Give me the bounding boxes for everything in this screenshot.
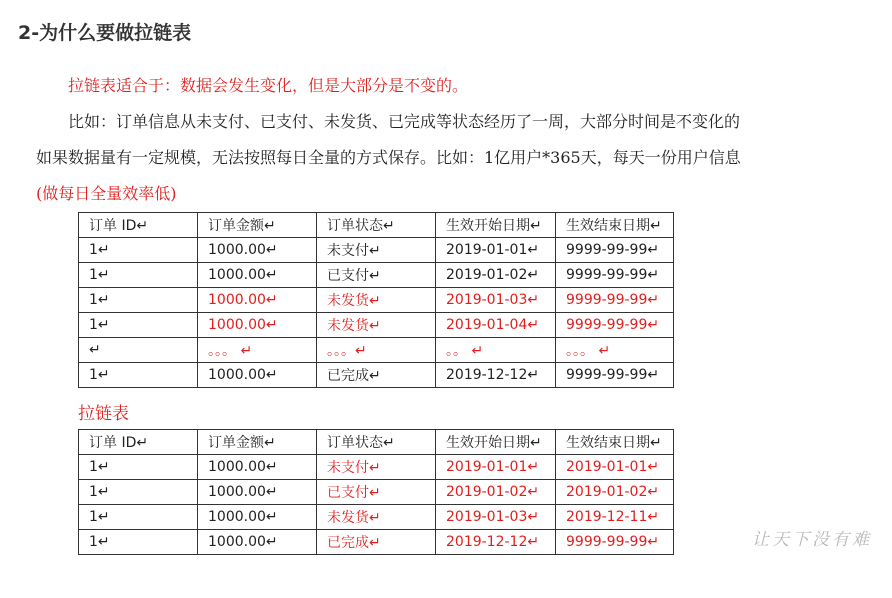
zipper-table bbox=[78, 429, 674, 555]
header-end-date: 生效结束日期↵ bbox=[556, 430, 674, 455]
intro-paragraph: 拉链表适合于：数据会发生变化，但是大部分是不变的。 bbox=[68, 76, 469, 95]
table-cell: 1↵ bbox=[79, 263, 198, 288]
table-cell: 1↵ bbox=[79, 455, 198, 480]
table-cell: 1000.00↵ bbox=[198, 480, 317, 505]
table-cell: 1000.00↵ bbox=[198, 530, 317, 555]
table-cell: 已完成↵ bbox=[317, 363, 436, 388]
header-order-status: 订单状态↵ bbox=[317, 430, 436, 455]
table-cell: 未支付↵ bbox=[317, 238, 436, 263]
table-row bbox=[79, 313, 674, 338]
table-cell: 1↵ bbox=[79, 530, 198, 555]
table-cell: 2019-01-01↵ bbox=[436, 455, 556, 480]
table-cell: 未支付↵ bbox=[317, 455, 436, 480]
table-cell: 2019-01-01↵ bbox=[556, 455, 674, 480]
table-header-row bbox=[79, 430, 674, 455]
watermark: 让天下没有难 bbox=[752, 530, 872, 550]
table-cell: 9999-99-99↵ bbox=[556, 238, 674, 263]
table-row bbox=[79, 455, 674, 480]
table-cell: 1↵ bbox=[79, 288, 198, 313]
header-order-id: 订单 ID↵ bbox=[79, 213, 198, 238]
table-cell: 。。 ↵ bbox=[436, 338, 556, 363]
table-cell: 9999-99-99↵ bbox=[556, 263, 674, 288]
header-order-amount: 订单金额↵ bbox=[198, 213, 317, 238]
table-cell: 已支付↵ bbox=[317, 480, 436, 505]
table-row bbox=[79, 263, 674, 288]
table-cell: 2019-01-04↵ bbox=[436, 313, 556, 338]
table-cell: 1000.00↵ bbox=[198, 263, 317, 288]
table-cell: 。。。 ↵ bbox=[556, 338, 674, 363]
header-order-status: 订单状态↵ bbox=[317, 213, 436, 238]
table-cell: 未发货↵ bbox=[317, 313, 436, 338]
table-cell: 2019-01-01↵ bbox=[436, 238, 556, 263]
table-cell: 已完成↵ bbox=[317, 530, 436, 555]
table-cell: 2019-01-02↵ bbox=[436, 263, 556, 288]
table-cell: 9999-99-99↵ bbox=[556, 530, 674, 555]
table-row bbox=[79, 363, 674, 388]
efficiency-note: (做每日全量效率低) bbox=[36, 184, 177, 203]
table-cell: 1↵ bbox=[79, 313, 198, 338]
table-cell: 。。。↵ bbox=[317, 338, 436, 363]
example-paragraph: 比如：订单信息从未支付、已支付、未发货、已完成等状态经历了一周，大部分时间是不变化的 bbox=[68, 112, 741, 131]
table-cell: 2019-12-12↵ bbox=[436, 530, 556, 555]
table-cell: 2019-12-11↵ bbox=[556, 505, 674, 530]
table-row bbox=[79, 238, 674, 263]
table-row bbox=[79, 505, 674, 530]
table-cell: 1000.00↵ bbox=[198, 238, 317, 263]
table-cell: 9999-99-99↵ bbox=[556, 288, 674, 313]
header-order-id: 订单 ID↵ bbox=[79, 430, 198, 455]
header-end-date: 生效结束日期↵ bbox=[556, 213, 674, 238]
zipper-table-caption: 拉链表 bbox=[78, 404, 129, 424]
table-cell: 9999-99-99↵ bbox=[556, 363, 674, 388]
table-cell: 1000.00↵ bbox=[198, 313, 317, 338]
table-cell: 1↵ bbox=[79, 505, 198, 530]
table-cell: 1000.00↵ bbox=[198, 288, 317, 313]
table-header-row bbox=[79, 213, 674, 238]
table-cell: 9999-99-99↵ bbox=[556, 313, 674, 338]
table-row bbox=[79, 338, 674, 363]
full-snapshot-table bbox=[78, 212, 674, 388]
table-cell: 已支付↵ bbox=[317, 263, 436, 288]
table-row bbox=[79, 530, 674, 555]
table-cell: 未发货↵ bbox=[317, 288, 436, 313]
header-order-amount: 订单金额↵ bbox=[198, 430, 317, 455]
table-cell: 2019-01-02↵ bbox=[556, 480, 674, 505]
header-start-date: 生效开始日期↵ bbox=[436, 430, 556, 455]
table-cell: ↵ bbox=[79, 338, 198, 363]
table-cell: 1↵ bbox=[79, 480, 198, 505]
section-heading: 2-为什么要做拉链表 bbox=[18, 22, 192, 44]
table-cell: 。。。 ↵ bbox=[198, 338, 317, 363]
table-cell: 2019-12-12↵ bbox=[436, 363, 556, 388]
table-cell: 1000.00↵ bbox=[198, 505, 317, 530]
table-cell: 2019-01-03↵ bbox=[436, 505, 556, 530]
table-cell: 1000.00↵ bbox=[198, 363, 317, 388]
table-row bbox=[79, 288, 674, 313]
table-cell: 1↵ bbox=[79, 238, 198, 263]
header-start-date: 生效开始日期↵ bbox=[436, 213, 556, 238]
table-cell: 1000.00↵ bbox=[198, 455, 317, 480]
table-cell: 2019-01-02↵ bbox=[436, 480, 556, 505]
scale-paragraph: 如果数据量有一定规模，无法按照每日全量的方式保存。比如：1亿用户*365天，每天一份用户信息 bbox=[36, 148, 741, 167]
table-cell: 未发货↵ bbox=[317, 505, 436, 530]
table-cell: 2019-01-03↵ bbox=[436, 288, 556, 313]
table-cell: 1↵ bbox=[79, 363, 198, 388]
table-row bbox=[79, 480, 674, 505]
